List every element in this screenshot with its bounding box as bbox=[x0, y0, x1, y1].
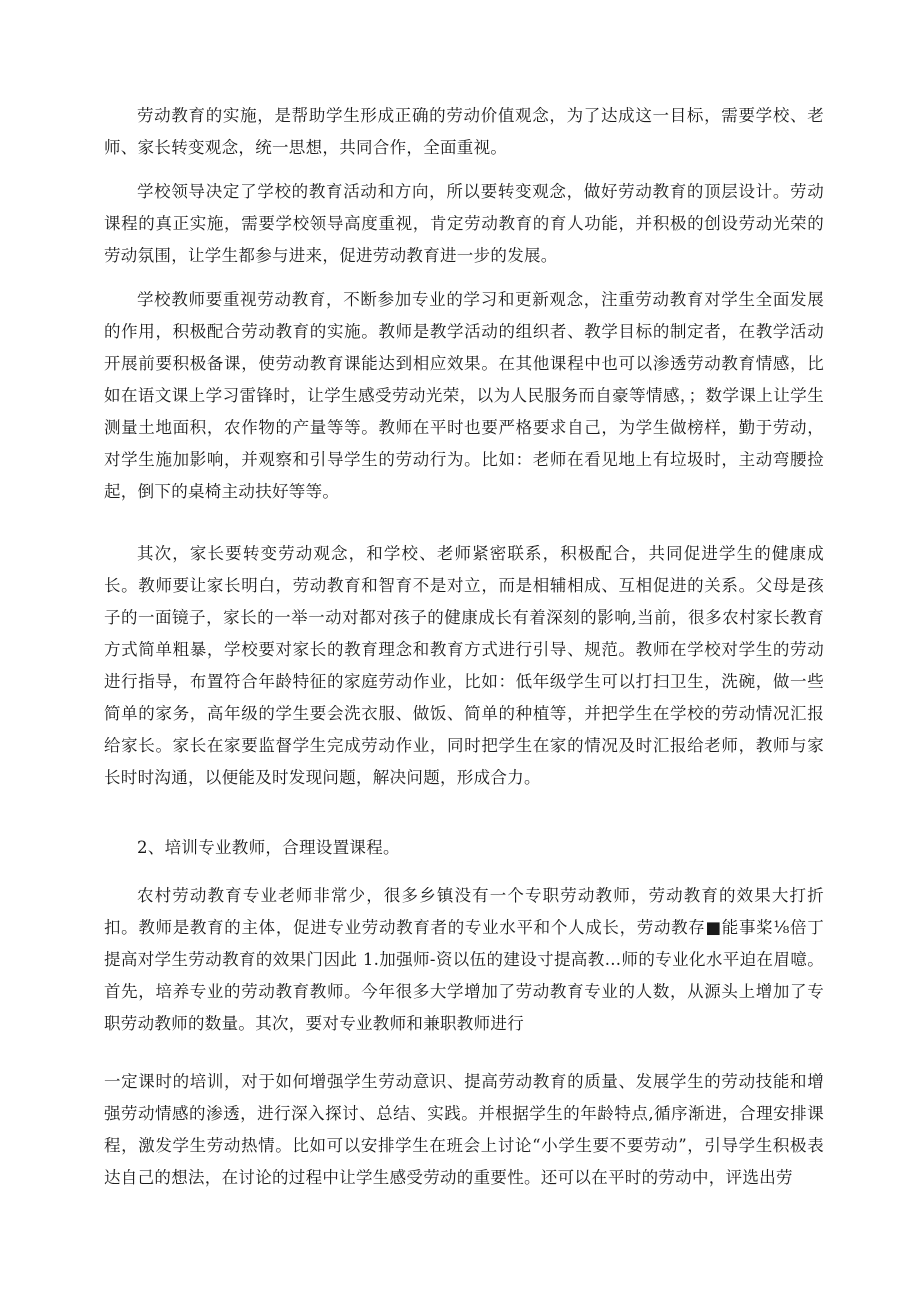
paragraph-continuation: 一定课时的培训，对于如何增强学生劳动意识、提高劳动教育的质量、发展学生的劳动技能和增强劳动情感的渗透，进行深入探讨、总结、实践。并根据学生的年龄特点,循序渐进，合理安排课程，激发学生劳动热情。比如可以安排学生在班会上讨论“小学生要不要劳动”，引导学生积极表达自己的想法，在讨论的过程中让学生感受劳动的重要性。还可以在平时的劳动中，评选出劳 bbox=[104, 1072, 824, 1187]
paragraph-teachers: 学校教师要重视劳动教育，不断参加专业的学习和更新观念，注重劳动教育对学生全面发展的作用，积极配合劳动教育的实施。教师是教学活动的组织者、教学目标的制定者，在教学活动开展前要积极备课，使劳动教育课能达到相应效果。在其他课程中也可以渗透劳动教育情感，比如在语文课上学习雷锋时，让学生感受劳动光荣，以为人民服务而自豪等情感，；数学课上让学生测量土地面积，农作物的产量等等。教师在平时也要严格要求自己，为学生做榜样，勤于劳动，对学生施加影响，并观察和引导学生的劳动行为。比如：老师在看见地上有垃圾时，主动弯腰捡起，倒下的桌椅主动扶好等等。 bbox=[104, 290, 824, 501]
paragraph-training: 农村劳动教育专业老师非常少，很多乡镇没有一个专职劳动教师，劳动教育的效果大打折扣。教师是教育的主体，促进专业劳动教育者的专业水平和个人成长，劳动教存■能事桨⅛倍丁提高对学生劳动教育的效果门因此 1.加强师-资以伍的建设寸提高教…师的专业化水平迫在眉噫。首先，培养专业的劳动教育教师。今年很多大学增加了劳动教育专业的人数，从源头上增加了专职劳动教师的数量。其次，要对专业教师和兼职教师进行 bbox=[104, 886, 824, 1033]
paragraph-school-leaders: 学校领导决定了学校的教育活动和方向，所以要转变观念，做好劳动教育的顶层设计。劳动课程的真正实施，需要学校领导高度重视，肯定劳动教育的育人功能，并积极的创设劳动光荣的劳动氛围，让学生都参与进来，促进劳动教育进一步的发展。 bbox=[104, 182, 824, 265]
paragraph-parents: 其次，家长要转变劳动观念，和学校、老师紧密联系，积极配合，共同促进学生的健康成长。教师要让家长明白，劳动教育和智育不是对立，而是相辅相成、互相促进的关系。父母是孩子的一面镜子，家长的一举一动对都对孩子的健康成长有着深刻的影响,当前，很多农村家长教育方式简单粗暴，学校要对家长的教育理念和教育方式进行引导、规范。教师在学校对学生的劳动进行指导，布置符合年龄特征的家庭劳动作业，比如：低年级学生可以打扫卫生，洗碗，做一些简单的家务，高年级的学生要会洗衣服、做饭、简单的种植等，并把学生在学校的劳动情况汇报给家长。家长在家要监督学生完成劳动作业，同时把学生在家的情况及时汇报给老师，教师与家长时时沟通，以便能及时发现问题，解决问题，形成合力。 bbox=[104, 544, 824, 787]
paragraph-intro: 劳动教育的实施，是帮助学生形成正确的劳动价值观念，为了达成这一目标，需要学校、老师、家长转变观念，统一思想，共同合作，全面重视。 bbox=[104, 106, 824, 157]
section-heading: 2、培训专业教师，合理设置课程。 bbox=[137, 838, 400, 857]
